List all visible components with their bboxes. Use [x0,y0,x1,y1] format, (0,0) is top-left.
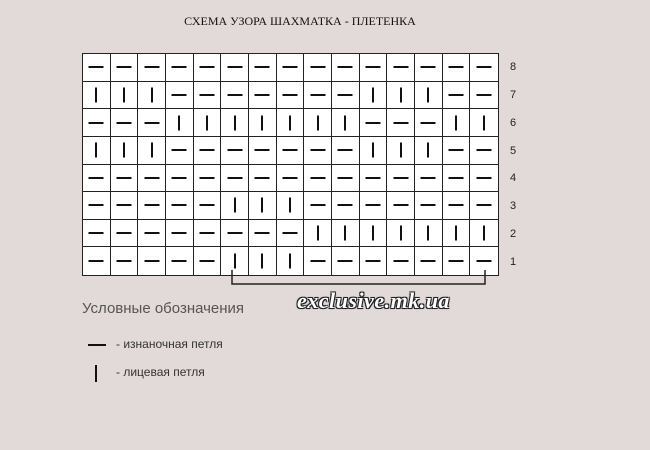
purl-stitch-icon [338,204,353,206]
chart-cell [360,82,388,110]
chart-cell [304,137,332,165]
chart-cell [111,82,139,110]
purl-stitch-icon [477,260,492,262]
chart-cell [194,137,222,165]
purl-stitch-icon [338,260,353,262]
row-number-column [510,53,530,276]
chart-cell [332,220,360,248]
chart-cell [221,192,249,220]
chart-cell [277,192,305,220]
chart-cell [83,109,111,137]
chart-cell [415,54,443,82]
purl-stitch-icon [282,66,297,68]
knit-stitch-icon [455,226,457,241]
chart-cell [194,165,222,193]
purl-stitch-icon [477,204,492,206]
purl-stitch-icon [199,260,214,262]
purl-stitch-icon [144,177,159,179]
purl-stitch-icon [255,66,270,68]
knit-stitch-icon [400,226,402,241]
chart-cell [194,247,222,275]
chart-cell [443,82,471,110]
purl-stitch-icon [172,260,187,262]
knit-symbol-icon [88,364,108,382]
chart-cell [221,137,249,165]
chart-cell [443,165,471,193]
purl-stitch-icon [116,122,131,124]
knit-stitch-icon [317,115,319,130]
purl-stitch-icon [89,260,104,262]
chart-cell [221,109,249,137]
knit-stitch-icon [289,115,291,130]
chart-cell [332,54,360,82]
purl-stitch-icon [448,149,463,151]
knit-stitch-icon [261,198,263,213]
row-number: 3 [510,200,517,213]
purl-stitch-icon [172,204,187,206]
purl-stitch-icon [144,66,159,68]
purl-stitch-icon [365,204,380,206]
purl-stitch-icon [89,204,104,206]
purl-stitch-icon [365,177,380,179]
chart-cell [387,109,415,137]
knit-stitch-icon [289,254,291,269]
purl-stitch-icon [199,149,214,151]
chart-cell [194,54,222,82]
chart-cell [221,220,249,248]
chart-cell [111,109,139,137]
purl-stitch-icon [448,177,463,179]
chart-cell [470,82,498,110]
knit-stitch-icon [372,226,374,241]
chart-cell [304,109,332,137]
chart-cell [166,82,194,110]
chart-cell [304,165,332,193]
purl-stitch-icon [227,66,242,68]
row-number: 5 [510,144,517,157]
purl-stitch-icon [227,94,242,96]
chart-cell [360,192,388,220]
chart-cell [387,192,415,220]
purl-stitch-icon [89,122,104,124]
chart-cell [83,82,111,110]
chart-cell [138,137,166,165]
chart-cell [332,192,360,220]
chart-cell [415,137,443,165]
purl-stitch-icon [144,260,159,262]
chart-cell [415,220,443,248]
knit-stitch-icon [234,254,236,269]
chart-cell [83,165,111,193]
purl-stitch-icon [172,66,187,68]
chart-cell [138,247,166,275]
purl-stitch-icon [282,149,297,151]
chart-cell [111,54,139,82]
purl-stitch-icon [310,204,325,206]
chart-cell [415,82,443,110]
knit-stitch-icon [234,198,236,213]
chart-cell [415,109,443,137]
knit-stitch-icon [234,115,236,130]
knit-stitch-icon [400,87,402,102]
chart-cell [443,137,471,165]
knit-stitch-icon [95,87,97,102]
chart-cell [138,109,166,137]
knit-stitch-icon [400,143,402,158]
purl-stitch-icon [255,149,270,151]
knit-stitch-icon [372,87,374,102]
knit-stitch-icon [261,254,263,269]
chart-cell [83,192,111,220]
chart-cell [111,137,139,165]
knit-stitch-icon [427,87,429,102]
knit-stitch-icon [206,115,208,130]
chart-cell [304,220,332,248]
chart-cell [277,220,305,248]
chart-cell [277,82,305,110]
knit-stitch-icon [95,143,97,158]
chart-cell [138,82,166,110]
chart-cell [83,220,111,248]
chart-cell [138,54,166,82]
chart-cell [166,54,194,82]
chart-cell [470,54,498,82]
purl-stitch-icon [255,94,270,96]
knit-stitch-icon [317,226,319,241]
purl-stitch-icon [172,177,187,179]
purl-stitch-icon [421,260,436,262]
purl-stitch-icon [448,66,463,68]
purl-stitch-icon [199,94,214,96]
chart-cell [304,82,332,110]
purl-stitch-icon [255,177,270,179]
purl-stitch-icon [89,177,104,179]
purl-stitch-icon [199,204,214,206]
purl-stitch-icon [282,177,297,179]
purl-stitch-icon [255,232,270,234]
purl-stitch-icon [282,94,297,96]
chart-cell [83,137,111,165]
chart-cell [111,247,139,275]
knit-stitch-icon [372,143,374,158]
chart-cell [249,220,277,248]
knit-stitch-icon [123,143,125,158]
purl-stitch-icon [421,122,436,124]
chart-cell [443,192,471,220]
purl-stitch-icon [144,122,159,124]
knit-stitch-icon [483,115,485,130]
knit-stitch-icon [455,115,457,130]
purl-stitch-icon [365,122,380,124]
chart-cell [304,54,332,82]
chart-cell [415,192,443,220]
row-number: 7 [510,88,517,101]
chart-cell [166,137,194,165]
chart-cell [277,109,305,137]
chart-cell [194,192,222,220]
purl-stitch-icon [310,260,325,262]
knit-stitch-icon [344,226,346,241]
chart-cell [166,220,194,248]
chart-cell [415,165,443,193]
chart-cell [470,137,498,165]
purl-stitch-icon [448,260,463,262]
chart-cell [332,165,360,193]
chart-cell [166,247,194,275]
chart-cell [277,54,305,82]
purl-stitch-icon [310,177,325,179]
purl-stitch-icon [477,149,492,151]
purl-stitch-icon [172,232,187,234]
chart-cell [332,137,360,165]
chart-cell [249,192,277,220]
knit-stitch-icon [178,115,180,130]
chart-cell [166,109,194,137]
chart-cell [138,192,166,220]
chart-cell [443,109,471,137]
knitting-chart-grid [82,53,499,276]
purl-stitch-icon [199,232,214,234]
purl-stitch-icon [116,260,131,262]
chart-cell [360,109,388,137]
purl-stitch-icon [421,177,436,179]
purl-stitch-icon [393,122,408,124]
purl-stitch-icon [477,94,492,96]
repeat-bracket [231,270,491,290]
purl-symbol-icon [88,336,108,354]
row-number: 6 [510,116,517,129]
row-number: 1 [510,256,517,269]
chart-cell [387,220,415,248]
chart-cell [332,82,360,110]
chart-cell [194,220,222,248]
chart-title: СХЕМА УЗОРА ШАХМАТКА - ПЛЕТЕНКА [184,14,416,28]
purl-stitch-icon [338,177,353,179]
purl-stitch-icon [116,66,131,68]
chart-cell [83,247,111,275]
chart-cell [111,192,139,220]
knit-stitch-icon [151,87,153,102]
knit-stitch-icon [261,115,263,130]
chart-cell [249,137,277,165]
chart-cell [360,165,388,193]
chart-cell [387,137,415,165]
chart-cell [221,54,249,82]
chart-cell [387,82,415,110]
chart-cell [387,54,415,82]
chart-cell [443,54,471,82]
row-number: 8 [510,60,517,73]
purl-stitch-icon [199,66,214,68]
chart-cell [138,220,166,248]
legend-label: - лицевая петля [116,365,205,379]
chart-cell [470,192,498,220]
chart-cell [249,54,277,82]
purl-stitch-icon [227,149,242,151]
chart-cell [470,109,498,137]
row-number: 4 [510,172,517,185]
chart-cell [249,82,277,110]
purl-stitch-icon [199,177,214,179]
purl-stitch-icon [393,204,408,206]
knit-stitch-icon [427,143,429,158]
chart-cell [221,82,249,110]
purl-stitch-icon [310,94,325,96]
purl-stitch-icon [116,177,131,179]
chart-cell [138,165,166,193]
purl-stitch-icon [365,260,380,262]
chart-cell [249,109,277,137]
purl-stitch-icon [448,94,463,96]
purl-stitch-icon [116,204,131,206]
knit-stitch-icon [427,226,429,241]
knit-stitch-icon [289,198,291,213]
purl-stitch-icon [282,232,297,234]
row-number: 2 [510,228,517,241]
purl-stitch-icon [172,149,187,151]
purl-stitch-icon [393,260,408,262]
purl-stitch-icon [144,204,159,206]
purl-stitch-icon [310,66,325,68]
purl-stitch-icon [338,94,353,96]
chart-cell [111,165,139,193]
purl-stitch-icon [393,177,408,179]
legend-label: - изнаночная петля [116,337,223,351]
chart-cell [304,192,332,220]
purl-stitch-icon [227,177,242,179]
chart-cell [360,220,388,248]
chart-cell [194,82,222,110]
purl-stitch-icon [338,66,353,68]
purl-stitch-icon [89,66,104,68]
chart-cell [221,165,249,193]
chart-cell [332,109,360,137]
chart-cell [249,165,277,193]
chart-cell [470,165,498,193]
purl-stitch-icon [365,66,380,68]
watermark-logo: exclusive.mk.ua [297,288,450,313]
purl-stitch-icon [89,232,104,234]
chart-cell [194,109,222,137]
purl-stitch-icon [448,204,463,206]
knit-stitch-icon [123,87,125,102]
knit-stitch-icon [344,115,346,130]
purl-stitch-icon [116,232,131,234]
purl-stitch-icon [477,66,492,68]
purl-stitch-icon [172,94,187,96]
chart-cell [360,54,388,82]
chart-cell [360,137,388,165]
knit-stitch-icon [483,226,485,241]
purl-stitch-icon [421,66,436,68]
chart-cell [277,165,305,193]
purl-stitch-icon [421,204,436,206]
purl-stitch-icon [227,232,242,234]
purl-stitch-icon [477,177,492,179]
chart-cell [470,220,498,248]
chart-cell [443,220,471,248]
purl-stitch-icon [144,232,159,234]
purl-stitch-icon [338,149,353,151]
chart-cell [166,192,194,220]
purl-stitch-icon [310,149,325,151]
chart-cell [111,220,139,248]
chart-cell [277,137,305,165]
chart-cell [387,165,415,193]
legend-title: Условные обозначения [82,300,245,317]
chart-cell [83,54,111,82]
knit-stitch-icon [151,143,153,158]
purl-stitch-icon [393,66,408,68]
chart-cell [166,165,194,193]
